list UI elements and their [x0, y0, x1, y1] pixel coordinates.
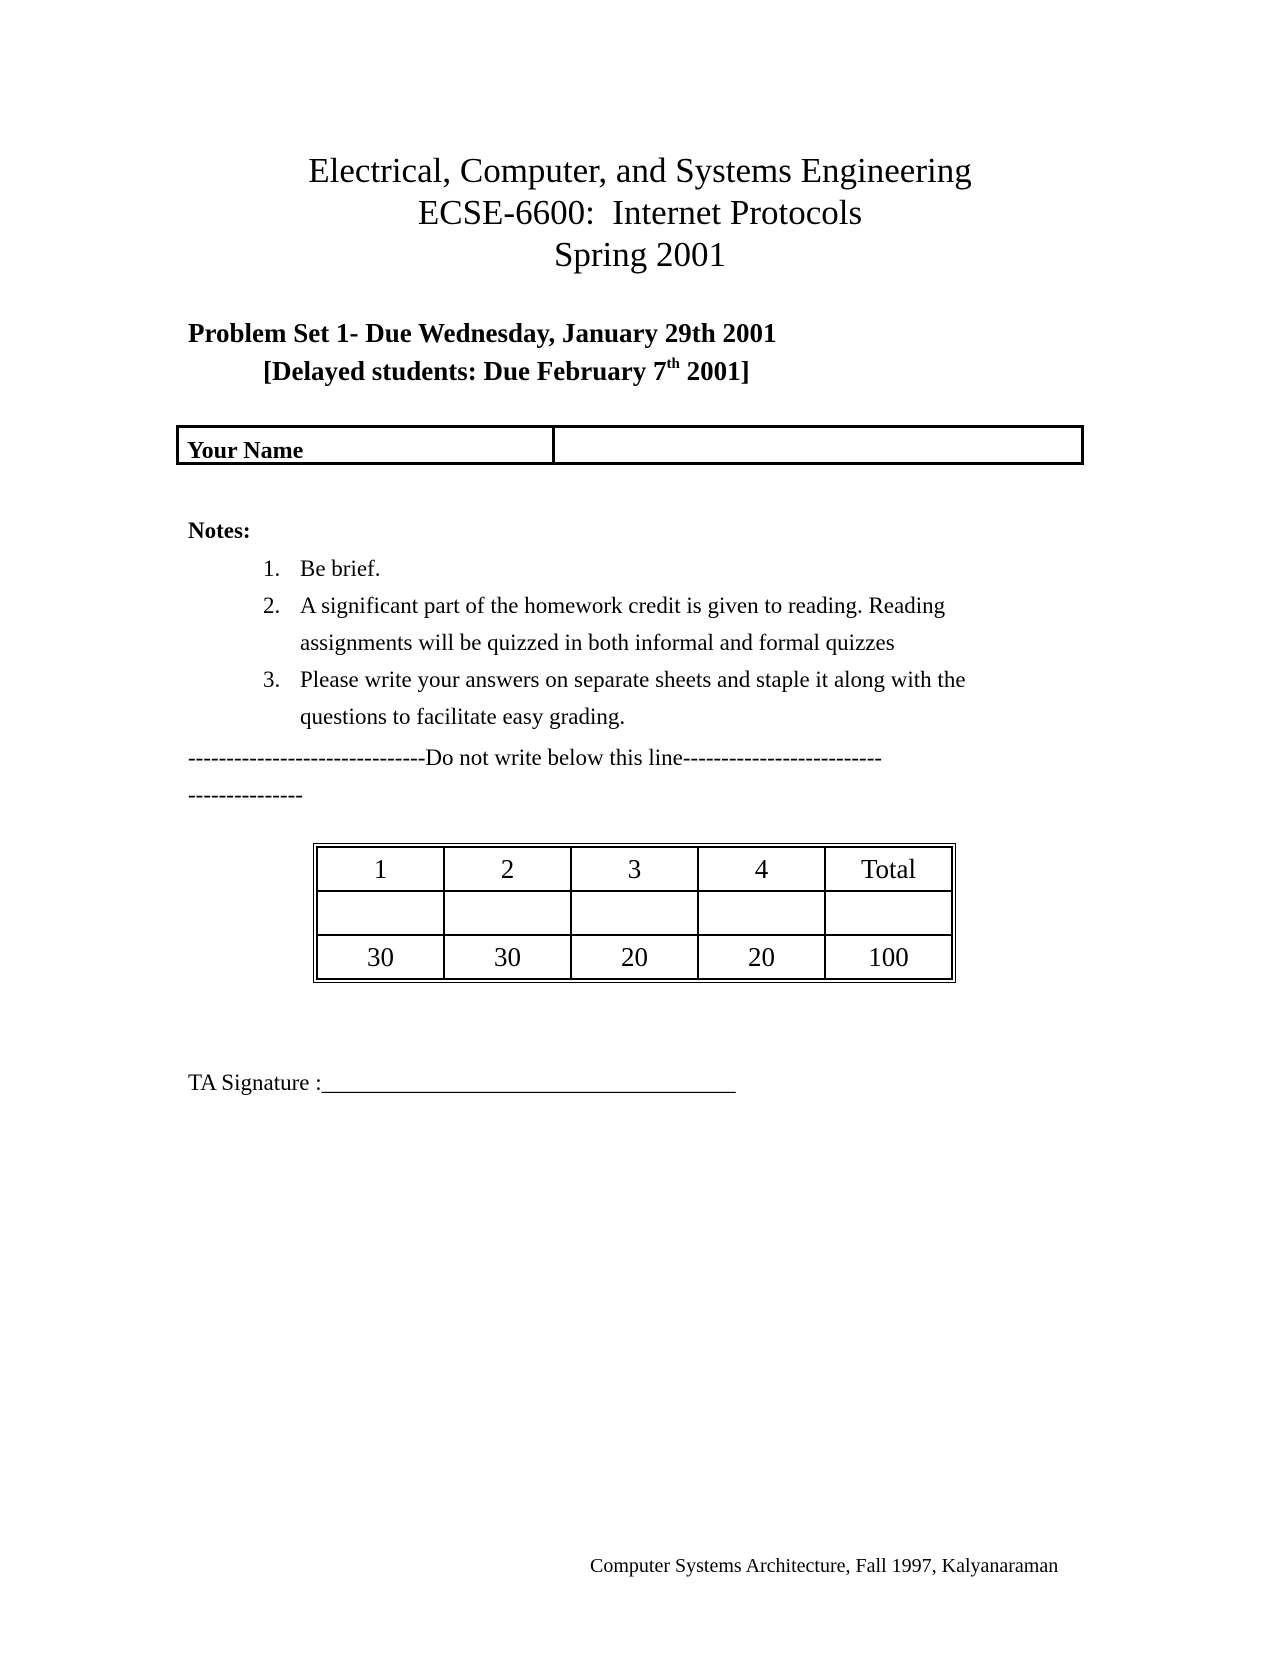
table-cell-score[interactable]: [444, 891, 571, 935]
ta-signature-label: TA Signature :: [188, 1070, 322, 1095]
table-row-max-points: [317, 935, 952, 979]
page-footer: Computer Systems Architecture, Fall 1997, Kalyanaraman: [590, 1555, 1059, 1577]
do-not-write-divider: -------------------------------Do not write below this line-----------------------------------------: [188, 745, 883, 807]
table-cell-score[interactable]: [698, 891, 825, 935]
table-cell-max: 30: [444, 935, 571, 979]
list-item-text: Please write your answers on separate sheets and staple it along with the questions to facilitate easy grading.: [300, 667, 966, 729]
list-item-number: 3.: [263, 667, 281, 692]
table-cell-max: 100: [825, 935, 952, 979]
problem-set-title: Problem Set 1- Due Wednesday, January 29th 2001: [188, 318, 777, 348]
list-item-number: 1.: [263, 556, 281, 581]
list-item: [263, 587, 1053, 661]
notes-title: Notes:: [188, 518, 251, 543]
table-cell-max: 20: [571, 935, 698, 979]
table-cell-score[interactable]: [571, 891, 698, 935]
list-item: [263, 661, 1053, 735]
course-header: [0, 150, 1280, 276]
notes-list: [263, 550, 1053, 735]
delayed-due-note: [263, 354, 750, 388]
delayed-ordinal: th: [666, 356, 680, 372]
list-item-number: 2.: [263, 593, 281, 618]
table-cell-max: 30: [317, 935, 444, 979]
table-cell-max: 20: [698, 935, 825, 979]
name-field[interactable]: [555, 428, 1081, 462]
table-row-scores: [317, 891, 952, 935]
delayed-suffix: 2001]: [679, 356, 750, 386]
table-cell-header: 3: [571, 847, 698, 891]
table-row-headers: [317, 847, 952, 891]
list-item-text: A significant part of the homework credit is given to reading. Reading assignments will be quizzed in both informal and formal quizzes: [300, 593, 946, 655]
table-cell-header: 4: [698, 847, 825, 891]
table-cell-score[interactable]: [825, 891, 952, 935]
score-table: [313, 843, 956, 983]
table-cell-header: Total: [825, 847, 952, 891]
ta-signature: [188, 1068, 736, 1098]
list-item: [263, 550, 1053, 587]
ta-signature-blank[interactable]: ____________________________________: [321, 1070, 736, 1095]
delayed-prefix: [Delayed students: Due February 7: [263, 356, 667, 386]
list-item-text: Be brief.: [300, 556, 381, 581]
table-cell-header: 2: [444, 847, 571, 891]
table-cell-score[interactable]: [317, 891, 444, 935]
table-cell-header: 1: [317, 847, 444, 891]
term-title: Spring 2001: [553, 235, 727, 274]
name-box: [176, 425, 1084, 465]
course-title: ECSE-6600: Internet Protocols: [417, 193, 863, 232]
name-label: Your Name: [179, 428, 555, 462]
department-title: Electrical, Computer, and Systems Engineering: [308, 151, 972, 190]
